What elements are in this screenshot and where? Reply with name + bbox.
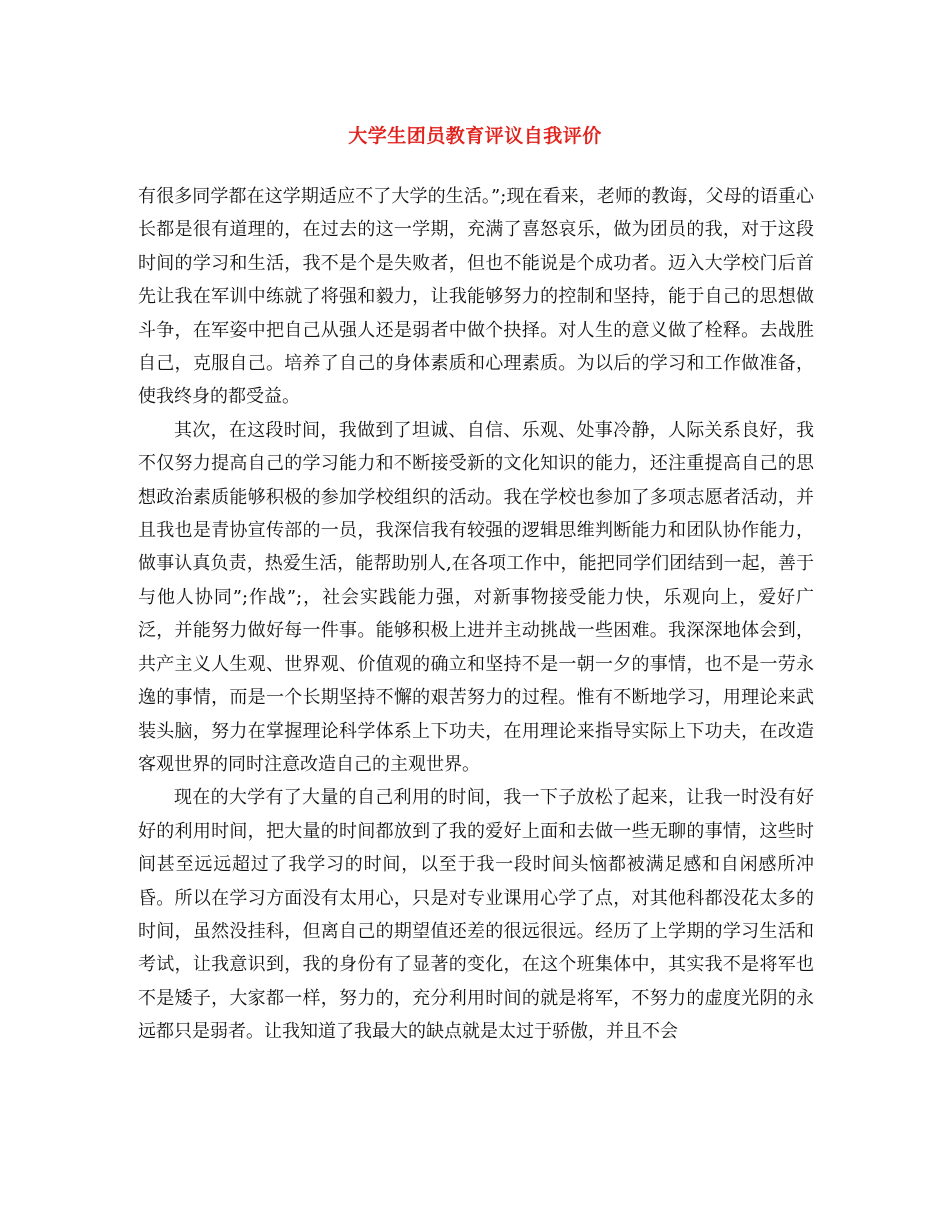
paragraph-1: 有很多同学都在这学期适应不了大学的生活。”;现在看来，老师的教诲，父母的语重心长都是很有道理的，在过去的这一学期，充满了喜怒哀乐，做为团员的我，对于这段时间的学习和生活，我不是个是失败者，但也不能说是个成功者。迈入大学校门后首先让我在军训中练就了将强和毅力，让我能够努力的控制和坚持，能于自己的思想做斗争，在军姿中把自己从强人还是弱者中做个抉择。对人生的意义做了栓释。去战胜自己，克服自己。培养了自己的身体素质和心理素质。为以后的学习和工作做准备，使我终身的都受益。 (138, 186, 814, 408)
paragraph-3: 现在的大学有了大量的自己利用的时间，我一下子放松了起来，让我一时没有好好的利用时间，把大量的时间都放到了我的爱好上面和去做一些无聊的事情，这些时间甚至远远超过了我学习的时间，以至于我一段时间头恼都被满足感和自闲感所冲昏。所以在学习方面没有太用心，只是对专业课用心学了点，对其他科都没花太多的时间，虽然没挂科，但离自己的期望值还差的很远很远。经历了上学期的学习生活和考试，让我意识到，我的身份有了显著的变化，在这个班集体中，其实我不是将军也不是矮子，大家都一样，努力的，充分利用时间的就是将军，不努力的虚度光阴的永远都只是弱者。让我知道了我最大的缺点就是太过于骄傲，并且不会 (138, 787, 814, 1043)
document-body (138, 180, 814, 1049)
document-title: 大学生团员教育评议自我评价 (348, 125, 602, 147)
paragraph-2: 其次，在这段时间，我做到了坦诚、自信、乐观、处事冷静，人际关系良好，我不仅努力提高自己的学习能力和不断接受新的文化知识的能力，还注重提高自己的思想政治素质能够积极的参加学校组织的活动。我在学校也参加了多项志愿者活动，并且我也是青协宣传部的一员，我深信我有较强的逻辑思维判断能力和团队协作能力，做事认真负责，热爱生活，能帮助别人,在各项工作中，能把同学们团结到一起，善于与他人协同”;作战”;，社会实践能力强，对新事物接受能力快，乐观向上，爱好广泛，并能努力做好每一件事。能够积极上进并主动挑战一些困难。我深深地体会到，共产主义人生观、世界观、价值观的确立和坚持不是一朝一夕的事情，也不是一劳永逸的事情，而是一个长期坚持不懈的艰苦努力的过程。惟有不断地学习，用理论来武装头脑，努力在掌握理论科学体系上下功夫，在用理论来指导实际上下功夫，在改造客观世界的同时注意改造自己的主观世界。 (138, 419, 814, 775)
